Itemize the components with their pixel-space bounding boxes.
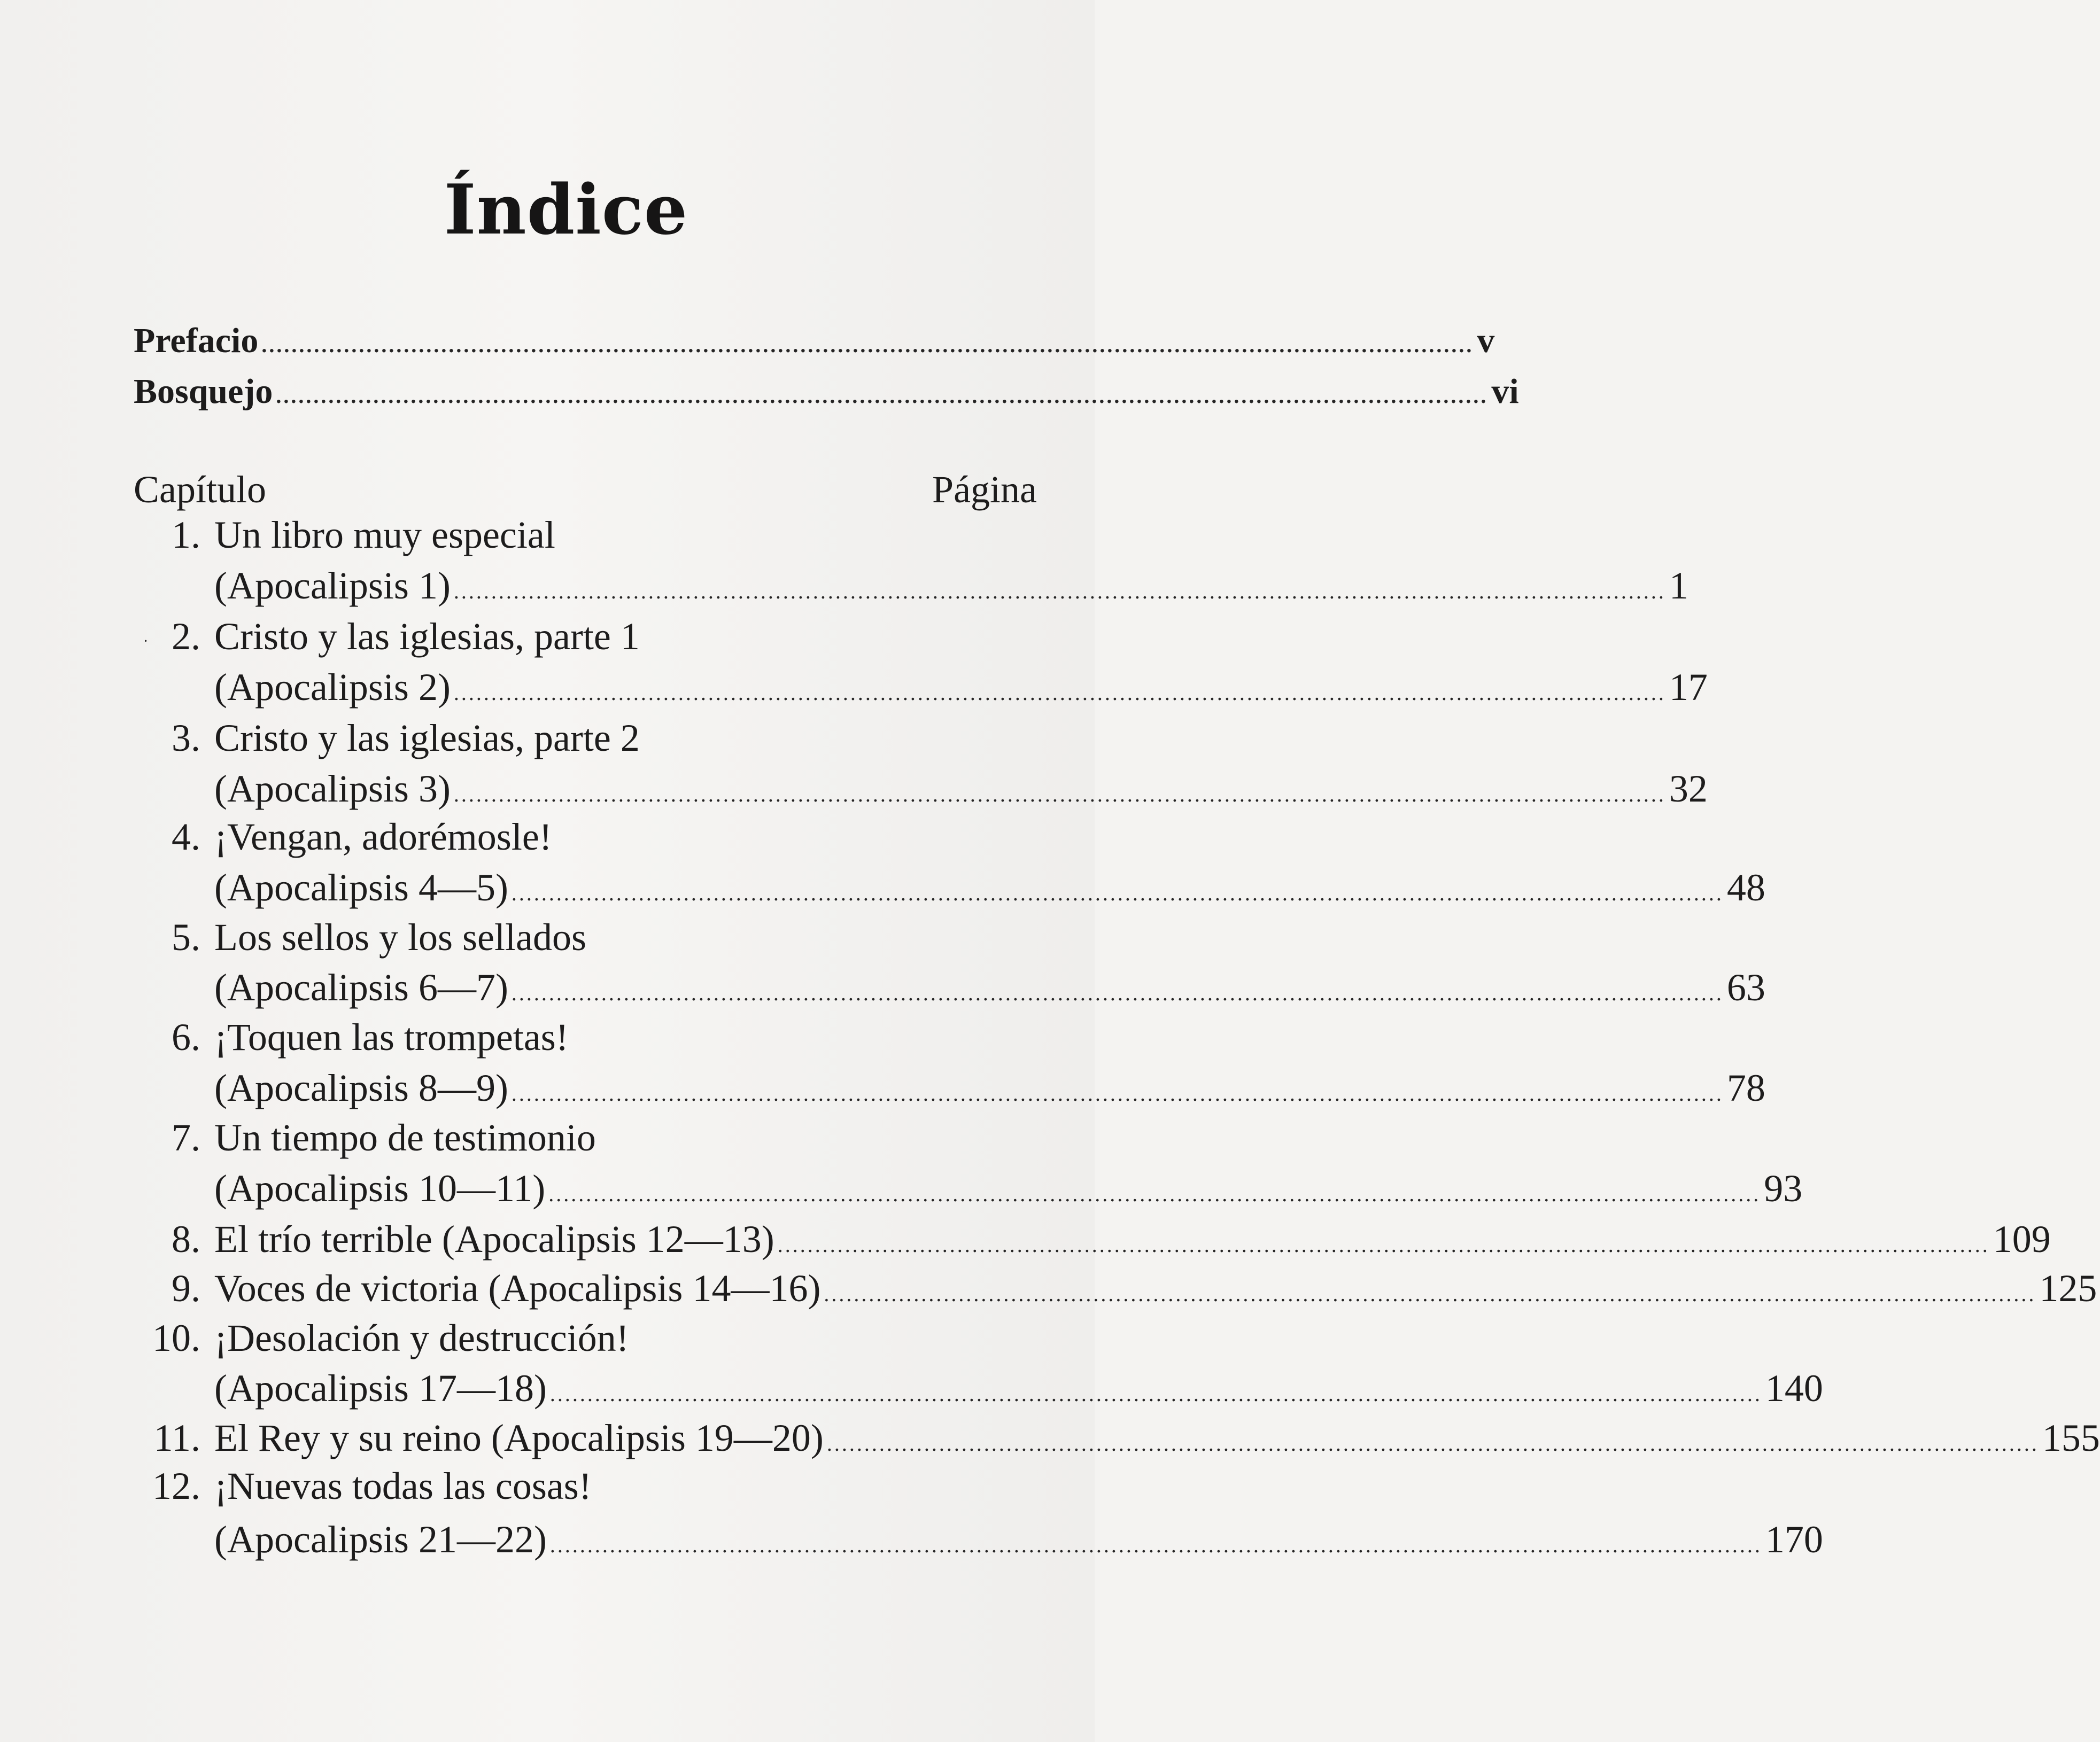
chapter-title: Cristo y las iglesias, parte 2 <box>214 717 640 759</box>
leader-dots: .................................................................................................................................................................. <box>261 333 1474 357</box>
chapter-1-ref-line <box>134 564 1688 607</box>
chapter-title: El Rey y su reino (Apocalipsis 19—20) <box>214 1417 824 1459</box>
page-title: Índice <box>444 170 688 250</box>
leader-dots: .................................................................................................................................................................. <box>826 1432 2039 1456</box>
chapter-ref: (Apocalipsis 1) <box>214 564 451 607</box>
chapter-page: 17 <box>1669 666 1708 709</box>
chapter-page: 78 <box>1726 1067 1765 1109</box>
chapter-8-line <box>134 1218 2051 1261</box>
chapter-page: 32 <box>1669 767 1708 810</box>
leader-dots: .................................................................................................................................................................. <box>511 881 1724 905</box>
entry-page: v <box>1477 321 1495 360</box>
chapter-title: ¡Vengan, adorémosle! <box>214 815 552 858</box>
chapter-10-ref-line <box>134 1367 1823 1410</box>
chapter-number: 5. <box>172 916 200 959</box>
chapter-number: 7. <box>172 1116 200 1159</box>
chapter-4-ref-line <box>134 866 1765 909</box>
chapter-12-title-line <box>134 1467 1037 1505</box>
chapter-page: 170 <box>1765 1518 1823 1561</box>
toc-entry-bosquejo <box>134 372 1519 411</box>
leader-dots: .................................................................................................................................................................. <box>511 981 1724 1005</box>
chapter-number: 4. <box>172 815 200 858</box>
chapter-ref: (Apocalipsis 21—22) <box>214 1518 547 1561</box>
entry-label: Bosquejo <box>134 372 273 411</box>
chapter-title: Un tiempo de testimonio <box>214 1116 596 1159</box>
chapter-5-ref-line <box>134 966 1765 1009</box>
chapter-page: 155 <box>2042 1417 2100 1459</box>
chapter-page: 125 <box>2039 1267 2097 1310</box>
chapter-ref: (Apocalipsis 8—9) <box>214 1067 508 1109</box>
chapter-number: 6. <box>172 1016 200 1059</box>
chapter-number: 9. <box>172 1267 200 1310</box>
column-headers <box>134 470 1037 509</box>
chapter-ref: (Apocalipsis 10—11) <box>214 1167 546 1210</box>
chapter-ref: (Apocalipsis 2) <box>214 666 451 709</box>
toc-entry-prefacio <box>134 321 1495 360</box>
leader-dots: .................................................................................................................................................................. <box>511 1082 1724 1106</box>
chapter-number: 11. <box>153 1417 200 1459</box>
chapter-4-title-line <box>134 815 1037 858</box>
chapter-number: 10. <box>152 1317 200 1359</box>
leader-dots: .................................................................................................................................................................. <box>453 681 1666 705</box>
chapter-page: 1 <box>1669 564 1688 607</box>
chapter-2-title-line <box>134 617 1037 656</box>
chapter-9-line <box>134 1267 2097 1310</box>
chapter-page: 63 <box>1726 966 1765 1009</box>
leader-dots: .................................................................................................................................................................. <box>824 1282 2036 1306</box>
chapter-title: ¡Toquen las trompetas! <box>214 1016 569 1059</box>
chapter-title: ¡Nuevas todas las cosas! <box>214 1465 592 1507</box>
chapter-1-title-line <box>134 516 1037 554</box>
leader-dots: .................................................................................................................................................................. <box>453 579 1666 603</box>
chapter-2-ref-line <box>134 666 1708 709</box>
chapter-12-ref-line <box>134 1518 1823 1561</box>
chapter-page: 93 <box>1764 1167 1803 1210</box>
chapter-ref: (Apocalipsis 3) <box>214 767 451 810</box>
chapter-ref: (Apocalipsis 17—18) <box>214 1367 547 1410</box>
leader-dots: .................................................................................................................................................................. <box>548 1182 1761 1206</box>
chapter-title: Los sellos y los sellados <box>214 916 586 959</box>
chapter-title: ¡Desolación y destrucción! <box>214 1317 629 1359</box>
chapter-number: 2. <box>172 615 200 658</box>
chapter-6-title-line <box>134 1016 1037 1059</box>
leader-dots: .................................................................................................................................................................. <box>453 782 1666 806</box>
leader-dots: .................................................................................................................................................................. <box>276 384 1489 408</box>
chapter-3-title-line <box>134 719 1037 757</box>
entry-page: vi <box>1491 372 1519 411</box>
chapter-number: 3. <box>172 717 200 759</box>
chapter-title: El trío terrible (Apocalipsis 12—13) <box>214 1218 774 1261</box>
chapter-number: 12. <box>152 1465 200 1507</box>
leader-dots: .................................................................................................................................................................. <box>777 1233 1990 1257</box>
page-column-header: Página <box>932 468 1037 511</box>
chapter-ref: (Apocalipsis 6—7) <box>214 966 508 1009</box>
chapter-3-ref-line <box>134 767 1708 810</box>
leader-dots: .................................................................................................................................................................. <box>549 1533 1762 1557</box>
chapter-number: 8. <box>172 1218 200 1261</box>
chapter-11-line <box>134 1417 2100 1459</box>
chapter-column-header: Capítulo <box>134 468 266 511</box>
chapter-page: 48 <box>1726 866 1765 909</box>
chapter-title: Cristo y las iglesias, parte 1 <box>214 615 640 658</box>
chapter-page: 109 <box>1993 1218 2051 1261</box>
chapter-7-ref-line <box>134 1167 1803 1210</box>
chapter-10-title-line <box>134 1319 1037 1357</box>
chapter-title: Voces de victoria (Apocalipsis 14—16) <box>214 1267 821 1310</box>
leader-dots: .................................................................................................................................................................. <box>549 1382 1762 1406</box>
chapter-6-ref-line <box>134 1067 1765 1109</box>
chapter-number: 1. <box>172 514 200 556</box>
chapter-page: 140 <box>1765 1367 1823 1410</box>
chapter-title: Un libro muy especial <box>214 514 555 556</box>
chapter-ref: (Apocalipsis 4—5) <box>214 866 508 909</box>
chapter-7-title-line <box>134 1118 1037 1157</box>
chapter-5-title-line <box>134 916 1037 959</box>
stray-mark: · <box>143 633 149 650</box>
entry-label: Prefacio <box>134 321 259 360</box>
